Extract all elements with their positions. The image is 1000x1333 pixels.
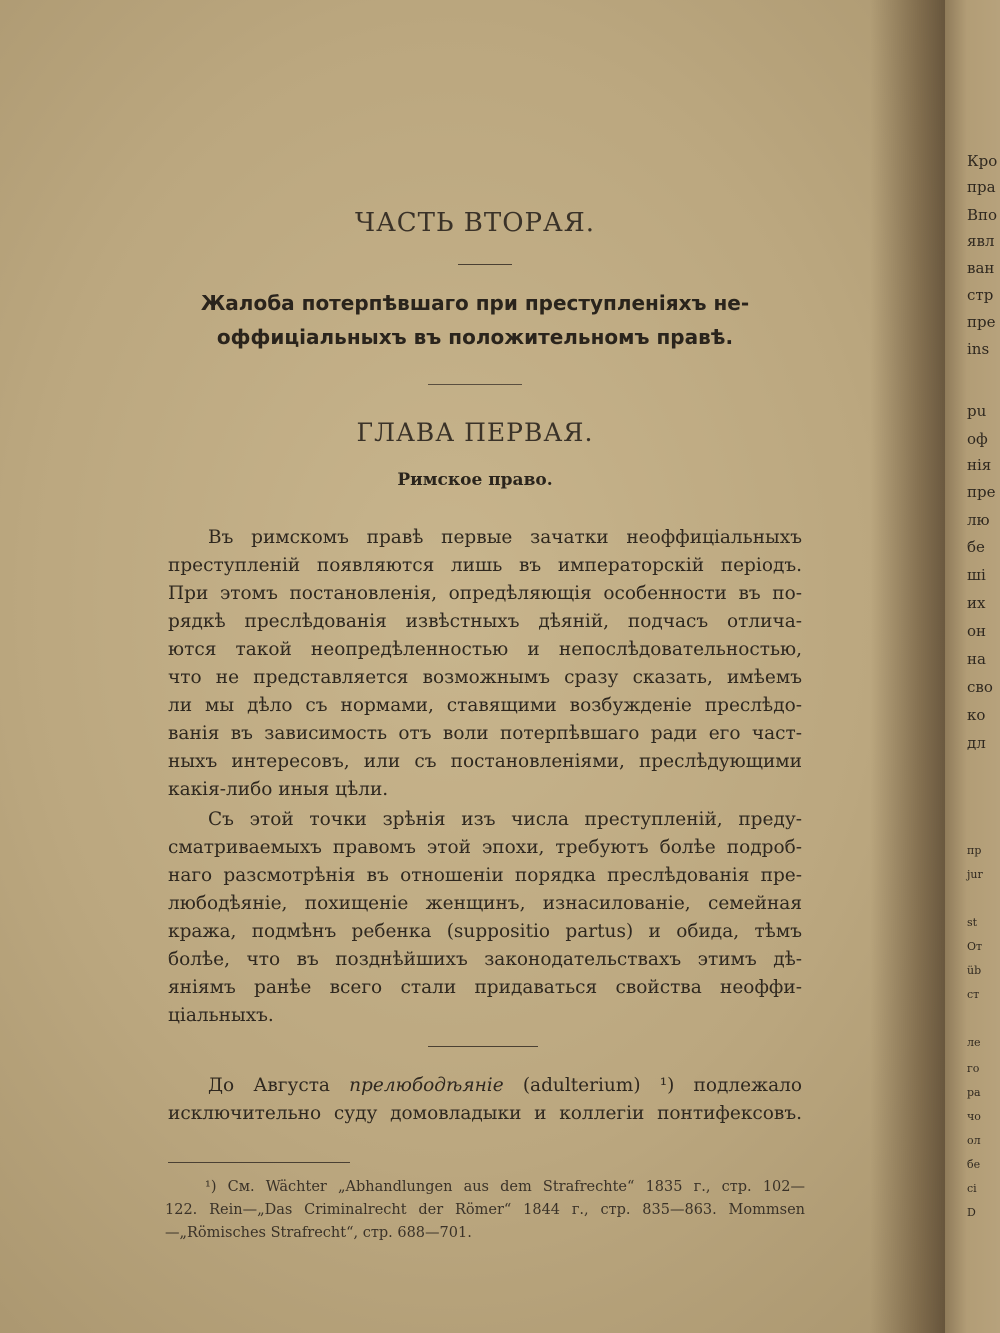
section-title: Римское право. xyxy=(397,470,553,490)
facing-page-fragment: ins xyxy=(967,340,990,358)
facing-page-fragment: ле xyxy=(967,1036,981,1049)
body-line: При этомъ постановленія, опредѣляющія особенности въ по- xyxy=(168,583,802,604)
body-line: рядкѣ преслѣдованія извѣстныхъ дѣяній, подчасъ отлича- xyxy=(168,611,802,632)
facing-page-fragment: бе xyxy=(967,538,985,556)
body-line: преступленій появляются лишь въ императорскій періодъ. xyxy=(168,555,802,576)
facing-page-fragment: сі xyxy=(967,1182,977,1195)
italic-term: прелюбодѣяніе xyxy=(349,1075,504,1096)
facing-page-fragment: чо xyxy=(967,1110,981,1123)
facing-page-fragment: пр xyxy=(967,844,982,857)
facing-page-fragment: пре xyxy=(967,483,996,501)
part-title: ЧАСТЬ ВТОРАЯ. xyxy=(354,208,596,238)
body-line: наго разсмотрѣнія въ отношеніи порядка преслѣдованія пре- xyxy=(168,865,802,886)
facing-page-fragment: Кро xyxy=(967,152,998,170)
facing-page-fragment: ші xyxy=(967,566,986,584)
facing-page-fragment: ра xyxy=(967,1086,981,1099)
footnote-line: —„Römisches Strafrecht“, стр. 688—701. xyxy=(165,1225,472,1241)
facing-page-fragment: ван xyxy=(967,259,995,277)
body-line: болѣе, что въ позднѣйшихъ законодательствахъ этимъ дѣ- xyxy=(168,949,802,970)
facing-page-fragment: st xyxy=(967,916,978,929)
body-line: что не представляется возможнымъ сразу сказать, имѣемъ xyxy=(168,667,802,688)
facing-page-fragment: го xyxy=(967,1062,980,1075)
facing-page-fragment: jur xyxy=(967,868,983,881)
body-line: Съ этой точки зрѣнія изъ числа преступленій, преду- xyxy=(208,809,802,830)
facing-page-fragment: ст xyxy=(967,988,980,1001)
facing-page-fragment: на xyxy=(967,650,986,668)
body-line: ціальныхъ. xyxy=(168,1005,274,1026)
footnote-rule xyxy=(168,1162,350,1163)
facing-page-fragment: üb xyxy=(967,964,982,977)
facing-page-fragment: он xyxy=(967,622,987,640)
body-line: исключительно суду домовладыки и коллегіи понтифексовъ. xyxy=(168,1103,802,1124)
text-run: До Августа xyxy=(208,1075,330,1096)
section-divider xyxy=(428,1046,538,1047)
facing-page-fragment: стр xyxy=(967,286,994,304)
body-line: любодѣяніе, похищеніе женщинъ, изнасилованіе, семейная xyxy=(168,893,802,914)
subtitle-line: Жалоба потерпѣвшаго при преступленіяхъ не- xyxy=(200,291,750,315)
facing-page-fragment: дл xyxy=(967,734,986,752)
title-divider xyxy=(458,264,512,265)
footnote-line: ¹) См. Wächter „Abhandlungen aus dem Strafrechte“ 1835 г., стр. 102— xyxy=(205,1179,805,1195)
part-subtitle xyxy=(130,286,820,354)
text-run: (adulterium) ¹) подлежало xyxy=(522,1075,802,1096)
body-line: яніямъ ранѣе всего стали придаваться свойства неоффи- xyxy=(168,977,802,998)
body-line-with-italic xyxy=(208,1072,802,1100)
body-line: Въ римскомъ правѣ первые зачатки неоффиціальныхъ xyxy=(208,527,802,548)
body-line: ныхъ интересовъ, или съ постановленіями, преслѣдующими xyxy=(168,751,802,772)
facing-page-fragment: сво xyxy=(967,678,993,696)
facing-page-fragment: лю xyxy=(967,511,990,529)
body-line: ли мы дѣло съ нормами, ставящими возбужденіе преслѣдо- xyxy=(168,695,802,716)
facing-page-fragment: Oт xyxy=(967,940,983,953)
facing-page-fragment: D xyxy=(967,1206,976,1219)
body-line: ванія въ зависимость отъ воли потерпѣвшаго ради его част- xyxy=(168,723,802,744)
facing-page-fragment: ко xyxy=(967,706,986,724)
facing-page-fragment: бе xyxy=(967,1158,981,1171)
facing-page-fragment: явл xyxy=(967,232,995,250)
subtitle-divider xyxy=(428,384,522,385)
body-line: сматриваемыхъ правомъ этой эпохи, требуютъ болѣе подроб- xyxy=(168,837,802,858)
facing-page-fragment: pu xyxy=(967,402,987,420)
body-line: кража, подмѣнъ ребенка (suppositio partus) и обида, тѣмъ xyxy=(168,921,802,942)
facing-page-fragment: нія xyxy=(967,456,992,474)
facing-page-fragment: пра xyxy=(967,178,996,196)
facing-page-fragment: Впо xyxy=(967,206,998,224)
chapter-title: ГЛАВА ПЕРВАЯ. xyxy=(356,418,594,447)
body-line: ются такой неопредѣленностью и непослѣдовательностью, xyxy=(168,639,802,660)
footnote-line: 122. Rein—„Das Criminalrecht der Römer“ 1844 г., стр. 835—863. Mommsen xyxy=(165,1202,805,1218)
body-line: какія-либо иныя цѣли. xyxy=(168,779,389,800)
facing-page-fragment: оф xyxy=(967,430,988,448)
facing-page-fragment: их xyxy=(967,594,986,612)
subtitle-line: оффиціальныхъ въ положительномъ правѣ. xyxy=(216,325,734,349)
facing-page-fragment: пре xyxy=(967,313,996,331)
facing-page-fragment: ол xyxy=(967,1134,981,1147)
